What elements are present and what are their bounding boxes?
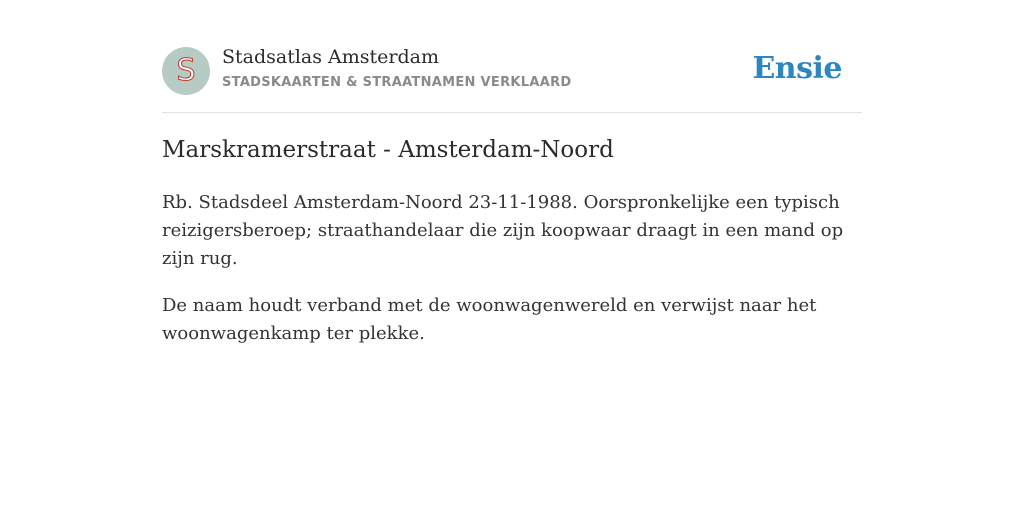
article-body [162, 189, 852, 367]
page-title: Marskramerstraat - Amsterdam-Noord [162, 137, 614, 163]
article-paragraph: De naam houdt verband met de woonwagenwereld en verwijst naar het woonwagenkamp ter plekke. [162, 295, 817, 344]
site-subtitle: STADSKAARTEN & STRAATNAMEN VERKLAARD [222, 75, 572, 90]
site-title[interactable]: Stadsatlas Amsterdam [222, 46, 440, 68]
avatar[interactable]: S [162, 47, 210, 95]
ensie-logo[interactable]: Ensie [752, 51, 842, 86]
site-header [162, 0, 862, 113]
article-paragraph: Rb. Stadsdeel Amsterdam-Noord 23-11-1988. Oorspronkelijke een typisch reizigersberoep; straathandelaar die zijn koopwaar draagt in een mand op zijn rug. [162, 192, 844, 269]
content-container [162, 0, 862, 344]
